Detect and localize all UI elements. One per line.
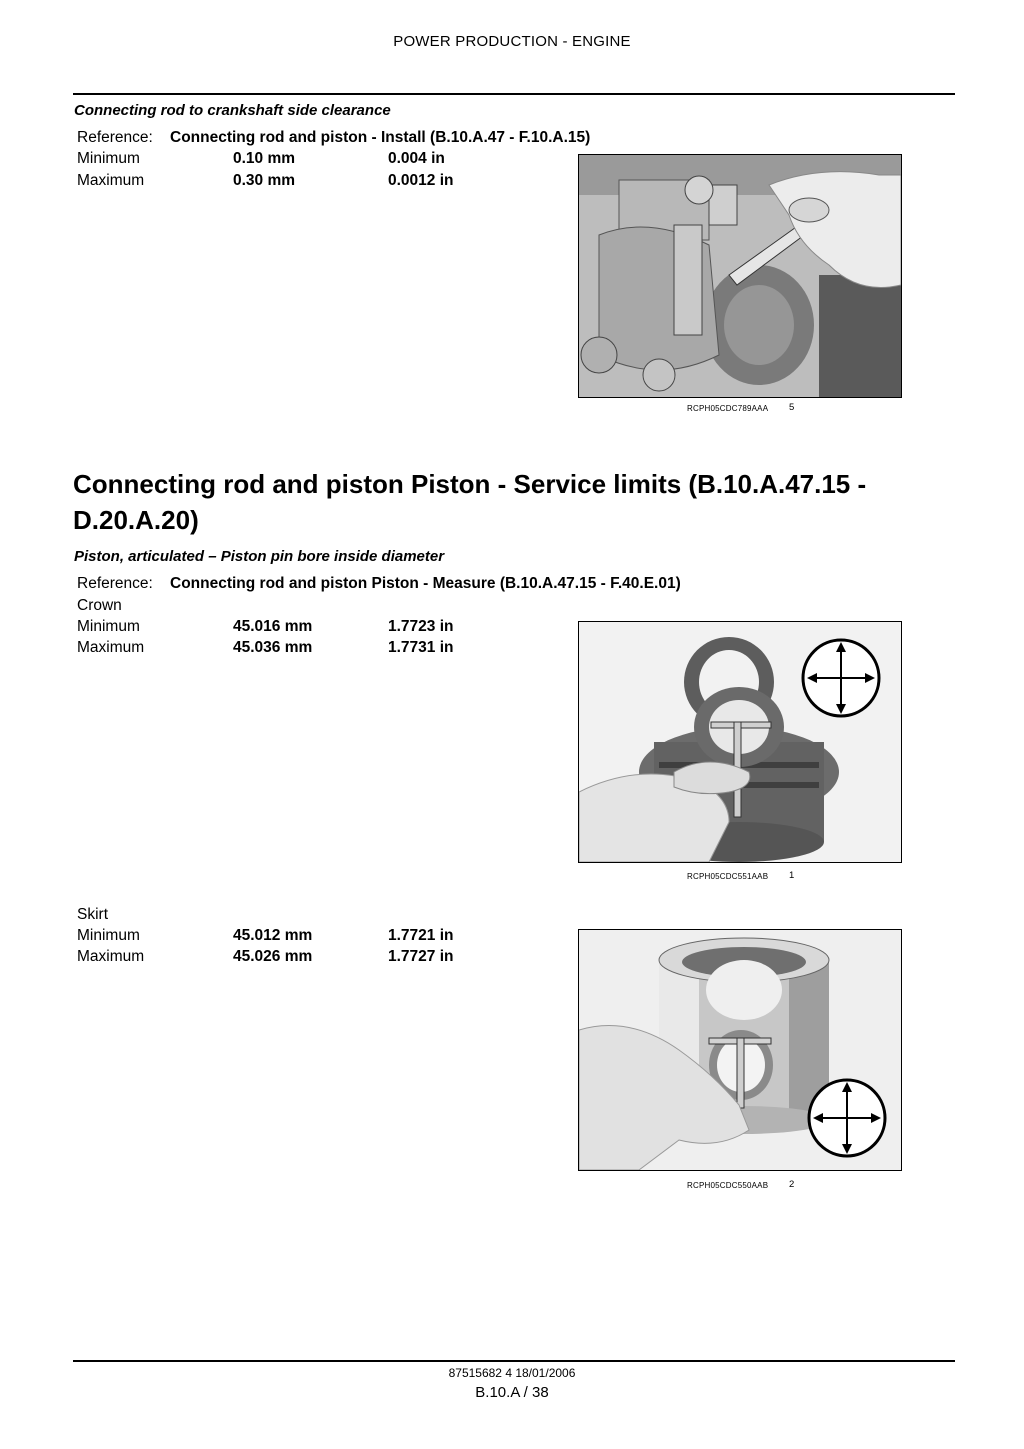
figure-piston-crown-bore-gauge	[578, 621, 902, 863]
footer-rule	[73, 1360, 955, 1362]
row-imperial-value: 1.7731 in	[388, 639, 454, 656]
section1-subheading: Connecting rod to crankshaft side clearance	[74, 102, 391, 119]
section2-reference	[77, 573, 877, 594]
figure-code: RCPH05CDC551AAB	[687, 872, 769, 881]
row-metric-value: 45.036 mm	[233, 639, 313, 656]
section1-row-minimum	[77, 148, 557, 169]
crown-label	[77, 595, 277, 616]
figure-number: 5	[789, 402, 795, 413]
page-header: POWER PRODUCTION - ENGINE	[393, 33, 631, 50]
crown-row-maximum	[77, 637, 557, 658]
reference-link[interactable]: Connecting rod and piston - Install (B.10.A.47 - F.10.A.15)	[170, 129, 591, 146]
section1-row-maximum	[77, 170, 557, 191]
reference-label: Reference:	[77, 129, 153, 146]
row-metric-value: 45.026 mm	[233, 948, 313, 965]
row-label: Maximum	[77, 948, 145, 965]
row-metric-value: 45.016 mm	[233, 618, 313, 635]
row-metric-value: 45.012 mm	[233, 927, 313, 944]
skirt-label	[77, 904, 277, 925]
figure-code: RCPH05CDC789AAA	[687, 404, 769, 413]
section2-subheading: Piston, articulated – Piston pin bore inside diameter	[74, 548, 445, 565]
figure-number: 2	[789, 1179, 795, 1190]
figure-connecting-rod-feeler-gauge	[578, 154, 902, 398]
footer-page-number: B.10.A / 38	[475, 1384, 549, 1401]
row-imperial-value: 0.0012 in	[388, 172, 454, 189]
row-label: Minimum	[77, 927, 140, 944]
skirt-label-text: Skirt	[77, 906, 108, 923]
row-metric-value: 0.10 mm	[233, 150, 296, 167]
skirt-row-minimum	[77, 925, 557, 946]
figure-code: RCPH05CDC550AAB	[687, 1181, 769, 1190]
figure-piston-skirt-bore-gauge	[578, 929, 902, 1171]
row-label: Minimum	[77, 150, 140, 167]
row-label: Maximum	[77, 639, 145, 656]
row-imperial-value: 1.7723 in	[388, 618, 454, 635]
crown-row-minimum	[77, 616, 557, 637]
footer-doc-info: 87515682 4 18/01/2006	[448, 1366, 576, 1380]
row-metric-value: 0.30 mm	[233, 172, 296, 189]
figure-number: 1	[789, 870, 795, 881]
section1-reference	[77, 127, 877, 148]
row-imperial-value: 1.7721 in	[388, 927, 454, 944]
row-label: Maximum	[77, 172, 145, 189]
reference-link[interactable]: Connecting rod and piston Piston - Measure (B.10.A.47.15 - F.40.E.01)	[170, 575, 681, 592]
row-imperial-value: 1.7727 in	[388, 948, 454, 965]
crown-label-text: Crown	[77, 597, 122, 614]
header-rule	[73, 93, 955, 95]
skirt-row-maximum	[77, 946, 557, 967]
row-imperial-value: 0.004 in	[388, 150, 445, 167]
reference-label: Reference:	[77, 575, 153, 592]
section2-title: Connecting rod and piston Piston - Service limits (B.10.A.47.15 - D.20.A.20)	[73, 469, 867, 535]
row-label: Minimum	[77, 618, 140, 635]
